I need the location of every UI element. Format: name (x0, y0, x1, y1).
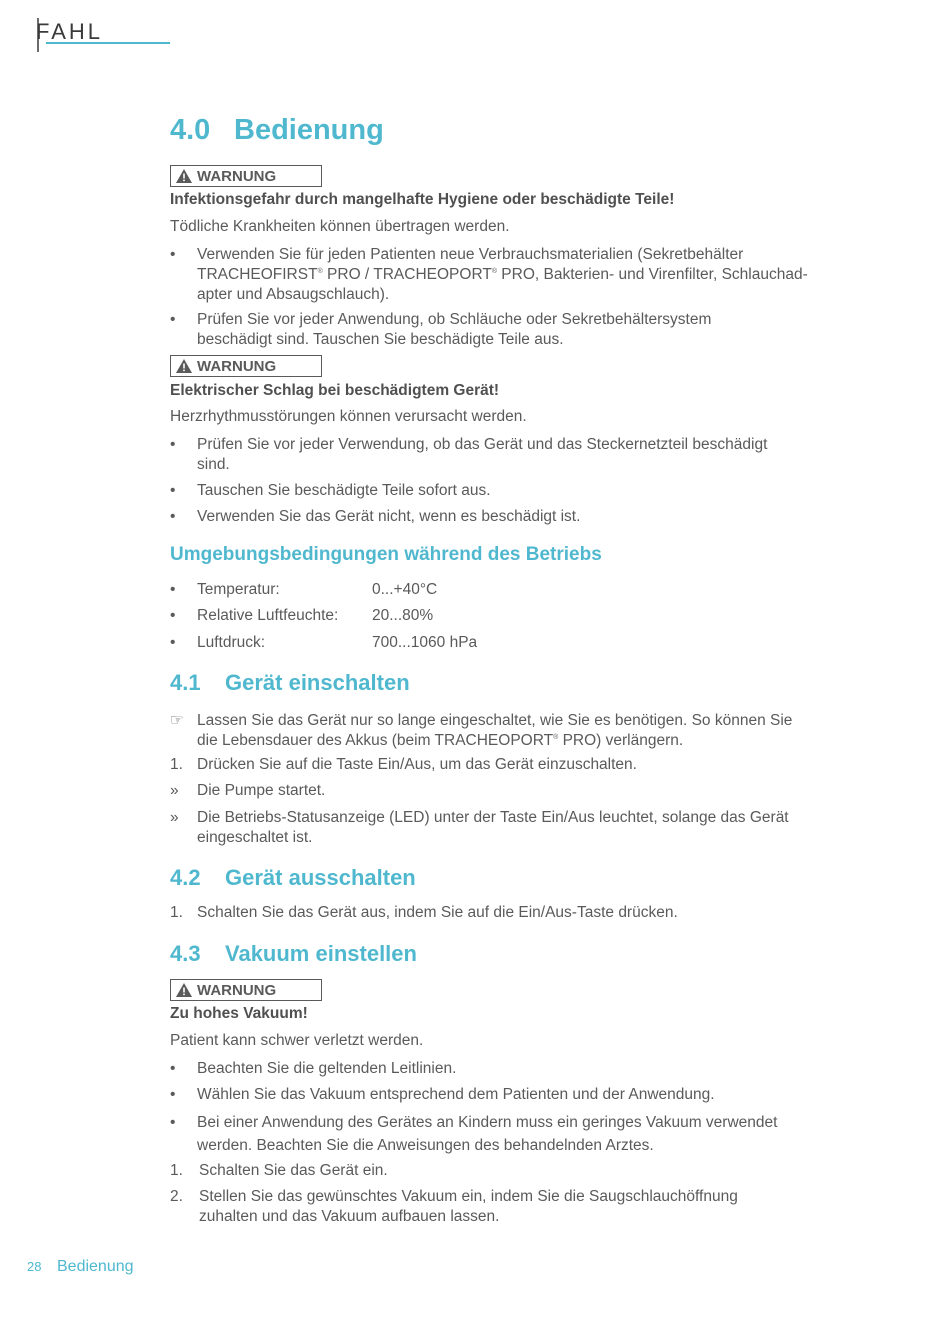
warning-triangle-icon (175, 168, 193, 184)
list-item: • Prüfen Sie vor jeder Anwendung, ob Schläuche oder Sekretbehältersystem beschädigt sind. Tauschen Sie beschädigte Teile aus. (170, 311, 712, 348)
list-item: • Verwenden Sie für jeden Patienten neue Verbrauchsmaterialien (Sekretbehälter TRACHEOFIRST® PRO / TRACHEOPORT® PRO, Bakterien- und Virenfilter, Schlauchad- apter und Absaugschlauch). (170, 246, 808, 303)
warning-label: WARNUNG (170, 979, 322, 1001)
fahl-logo (36, 14, 176, 54)
environment-row: • Relative Luftfeuchte: 20...80% (170, 607, 434, 624)
list-item: • Bei einer Anwendung des Gerätes an Kindern muss ein geringes Vakuum verwendet werden. Beachten Sie die Anweisungen des behandelnden Arztes. (170, 1114, 778, 1154)
result-item: » Die Betriebs-Statusanzeige (LED) unter der Taste Ein/Aus leuchtet, solange das Gerät eingeschaltet ist. (170, 809, 789, 846)
page-number: 28 (27, 1259, 42, 1274)
environment-row: • Temperatur: 0...+40°C (170, 581, 438, 598)
footer-section-title: Bedienung (57, 1258, 134, 1275)
list-item: • Tauschen Sie beschädigte Teile sofort aus. (170, 482, 491, 499)
warning-triangle-icon (175, 358, 193, 374)
environment-heading: Umgebungsbedingungen während des Betriebs (170, 544, 602, 565)
warning-headline: Elektrischer Schlag bei beschädigtem Gerät! (170, 382, 500, 399)
step-item: 1. Drücken Sie auf die Taste Ein/Aus, um das Gerät einzuschalten. (170, 756, 637, 773)
section-heading-4-0: 4.0 Bedienung (170, 114, 384, 146)
tip-item: ☞ Lassen Sie das Gerät nur so lange eingeschaltet, wie Sie es benötigen. So können Sie die Lebensdauer des Akkus (beim TRACHEOPORT® PRO) verlängern. (170, 712, 793, 749)
warning-consequence: Herzrhythmusstörungen können verursacht werden. (170, 408, 527, 425)
warning-label: WARNUNG (170, 355, 322, 377)
warning-headline: Zu hohes Vakuum! (170, 1005, 308, 1022)
list-item: • Verwenden Sie das Gerät nicht, wenn es beschädigt ist. (170, 508, 581, 525)
result-item: » Die Pumpe startet. (170, 782, 326, 799)
warning-headline: Infektionsgefahr durch mangelhafte Hygiene oder beschädigte Teile! (170, 191, 675, 208)
warning-label: WARNUNG (170, 165, 322, 187)
pointing-hand-icon: ☞ (170, 712, 184, 729)
warning-consequence: Tödliche Krankheiten können übertragen werden. (170, 218, 510, 235)
section-heading-4-3: 4.3 Vakuum einstellen (170, 941, 417, 966)
environment-row: • Luftdruck: 700...1060 hPa (170, 634, 478, 651)
list-item: • Prüfen Sie vor jeder Verwendung, ob das Gerät und das Steckernetzteil beschädigt sind. (170, 436, 768, 473)
section-heading-4-2: 4.2 Gerät ausschalten (170, 865, 416, 890)
list-item: • Wählen Sie das Vakuum entsprechend dem Patienten und der Anwendung. (170, 1086, 715, 1103)
svg-text:FAHL: FAHL (36, 19, 104, 44)
step-item: 2. Stellen Sie das gewünschtes Vakuum ein, indem Sie die Saugschlauchöffnung zuhalten und das Vakuum aufbauen lassen. (170, 1188, 738, 1225)
warning-consequence: Patient kann schwer verletzt werden. (170, 1032, 424, 1049)
warning-triangle-icon (175, 982, 193, 998)
step-item: 1. Schalten Sie das Gerät ein. (170, 1162, 388, 1179)
step-item: 1. Schalten Sie das Gerät aus, indem Sie auf die Ein/Aus-Taste drücken. (170, 904, 678, 921)
section-heading-4-1: 4.1 Gerät einschalten (170, 670, 410, 695)
list-item: • Beachten Sie die geltenden Leitlinien. (170, 1060, 457, 1077)
